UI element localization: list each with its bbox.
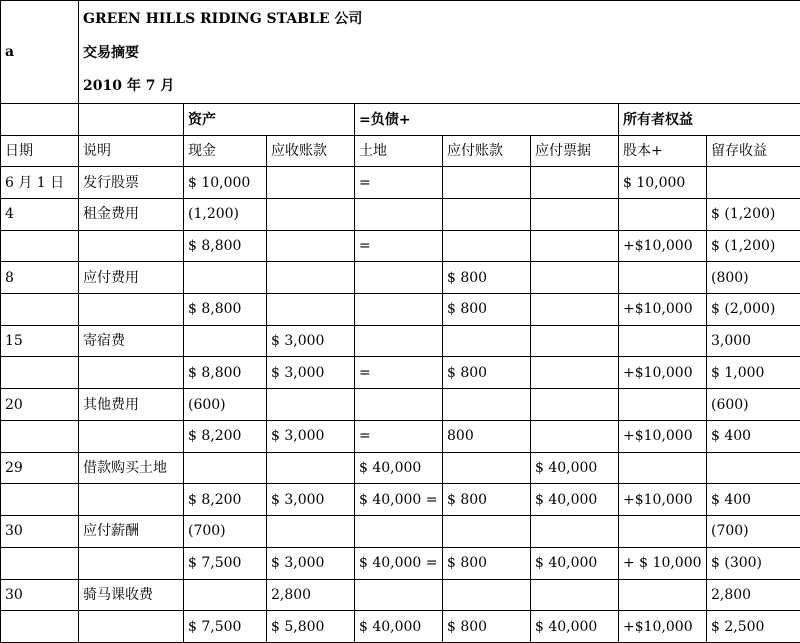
notes-payable-cell (531, 294, 619, 326)
land-column-header: 土地 (355, 135, 443, 166)
table-row (1, 611, 800, 643)
description-cell (79, 484, 184, 516)
land-cell: = (355, 357, 443, 389)
table-row (1, 198, 800, 230)
description-cell: 租金费用 (79, 198, 184, 230)
table-row (1, 167, 800, 199)
land-cell: $ 40,000 (355, 452, 443, 484)
notes-payable-cell (531, 230, 619, 262)
retained-earnings-cell: $ (1,200) (707, 198, 800, 230)
payables-cell (443, 452, 531, 484)
receivables-cell (267, 389, 355, 421)
equity-group-header: 所有者权益 (619, 104, 800, 135)
payables-cell (443, 198, 531, 230)
cash-cell: $ 8,200 (184, 484, 267, 516)
description-column-header: 说明 (79, 135, 184, 166)
date-cell (1, 484, 79, 516)
notes-payable-cell: $ 40,000 (531, 611, 619, 643)
retained-earnings-cell: $ (300) (707, 547, 800, 579)
date-cell (1, 357, 79, 389)
retained-earnings-cell: (800) (707, 262, 800, 294)
cash-column-header: 现金 (184, 135, 267, 166)
receivables-cell: $ 3,000 (267, 325, 355, 357)
stock-cell (619, 262, 707, 294)
stock-cell: +$10,000 (619, 484, 707, 516)
description-cell (79, 420, 184, 452)
notes-payable-cell (531, 516, 619, 548)
stock-cell (619, 579, 707, 611)
payables-cell: $ 800 (443, 547, 531, 579)
report-period: 2010 年 7 月 (83, 77, 175, 94)
company-name: GREEN HILLS RIDING STABLE 公司 (83, 10, 363, 27)
cash-cell (184, 452, 267, 484)
receivables-cell (267, 452, 355, 484)
payables-cell (443, 516, 531, 548)
receivables-cell (267, 262, 355, 294)
description-cell: 寄宿费 (79, 325, 184, 357)
report-subtitle: 交易摘要 (83, 44, 139, 61)
payables-cell (443, 230, 531, 262)
date-cell: 30 (1, 579, 79, 611)
payables-cell: $ 800 (443, 611, 531, 643)
stock-cell: +$10,000 (619, 357, 707, 389)
land-cell: = (355, 420, 443, 452)
payables-cell (443, 579, 531, 611)
group-header-blank (1, 104, 79, 135)
description-cell: 骑马课收费 (79, 579, 184, 611)
stock-cell: +$10,000 (619, 294, 707, 326)
date-cell: 4 (1, 198, 79, 230)
land-cell (355, 389, 443, 421)
land-cell: = (355, 167, 443, 199)
description-cell (79, 294, 184, 326)
table-row (1, 484, 800, 516)
description-cell (79, 547, 184, 579)
receivables-cell (267, 167, 355, 199)
cash-cell: $ 8,200 (184, 420, 267, 452)
notes-payable-cell (531, 262, 619, 294)
stock-column-header: 股本+ (619, 135, 707, 166)
date-cell: 6 月 1 日 (1, 167, 79, 199)
notes-payable-cell (531, 579, 619, 611)
notes-payable-cell (531, 325, 619, 357)
date-cell (1, 547, 79, 579)
notes-payable-cell (531, 167, 619, 199)
receivables-cell: $ 3,000 (267, 547, 355, 579)
retained-earnings-cell: $ 2,500 (707, 611, 800, 643)
receivables-cell: $ 3,000 (267, 357, 355, 389)
payables-column-header: 应付账款 (443, 135, 531, 166)
description-cell: 借款购买土地 (79, 452, 184, 484)
table-row (1, 547, 800, 579)
description-cell: 应付费用 (79, 262, 184, 294)
assets-group-header: 资产 (184, 104, 355, 135)
stock-cell: $ 10,000 (619, 167, 707, 199)
date-cell (1, 611, 79, 643)
payables-cell: $ 800 (443, 294, 531, 326)
notes-payable-cell (531, 420, 619, 452)
cash-cell: $ 8,800 (184, 294, 267, 326)
retained-earnings-cell: $ (2,000) (707, 294, 800, 326)
receivables-cell: $ 5,800 (267, 611, 355, 643)
payables-cell (443, 389, 531, 421)
payables-cell: $ 800 (443, 262, 531, 294)
land-cell (355, 262, 443, 294)
retained-earnings-cell: $ 400 (707, 420, 800, 452)
table-row (1, 389, 800, 421)
receivables-cell (267, 198, 355, 230)
table-row (1, 294, 800, 326)
part-label: a (1, 1, 79, 104)
table-row (1, 420, 800, 452)
table-row (1, 516, 800, 548)
notes-payable-column-header: 应付票据 (531, 135, 619, 166)
table-row (1, 579, 800, 611)
cash-cell: $ 8,800 (184, 357, 267, 389)
payables-cell (443, 167, 531, 199)
notes-payable-cell: $ 40,000 (531, 547, 619, 579)
payables-cell: 800 (443, 420, 531, 452)
receivables-cell (267, 294, 355, 326)
cash-cell: $ 10,000 (184, 167, 267, 199)
cash-cell (184, 262, 267, 294)
land-cell: $ 40,000 (355, 611, 443, 643)
description-cell (79, 230, 184, 262)
retained-earnings-column-header: 留存收益 (707, 135, 800, 166)
date-cell: 8 (1, 262, 79, 294)
date-cell (1, 294, 79, 326)
payables-cell: $ 800 (443, 357, 531, 389)
stock-cell (619, 325, 707, 357)
stock-cell (619, 452, 707, 484)
description-cell: 发行股票 (79, 167, 184, 199)
date-cell: 15 (1, 325, 79, 357)
land-cell (355, 579, 443, 611)
description-cell (79, 611, 184, 643)
table-row (1, 357, 800, 389)
retained-earnings-cell: $ 1,000 (707, 357, 800, 389)
date-column-header: 日期 (1, 135, 79, 166)
stock-cell: +$10,000 (619, 611, 707, 643)
land-cell (355, 516, 443, 548)
notes-payable-cell: $ 40,000 (531, 484, 619, 516)
receivables-cell: $ 3,000 (267, 484, 355, 516)
receivables-cell: $ 3,000 (267, 420, 355, 452)
stock-cell: +$10,000 (619, 230, 707, 262)
payables-cell: $ 800 (443, 484, 531, 516)
description-cell (79, 357, 184, 389)
date-cell (1, 230, 79, 262)
date-cell: 29 (1, 452, 79, 484)
receivables-cell (267, 516, 355, 548)
retained-earnings-cell: $ (1,200) (707, 230, 800, 262)
retained-earnings-cell: (700) (707, 516, 800, 548)
stock-cell: + $ 10,000 (619, 547, 707, 579)
group-header-row (1, 104, 800, 135)
description-cell: 其他费用 (79, 389, 184, 421)
stock-cell (619, 516, 707, 548)
stock-cell (619, 198, 707, 230)
land-cell (355, 325, 443, 357)
receivables-cell: 2,800 (267, 579, 355, 611)
receivables-column-header: 应收账款 (267, 135, 355, 166)
date-cell: 20 (1, 389, 79, 421)
retained-earnings-cell (707, 167, 800, 199)
liabilities-group-header: =负债+ (355, 104, 619, 135)
retained-earnings-cell: (600) (707, 389, 800, 421)
cash-cell: $ 7,500 (184, 547, 267, 579)
cash-cell: $ 8,800 (184, 230, 267, 262)
receivables-cell (267, 230, 355, 262)
table-row (1, 452, 800, 484)
description-cell: 应付薪酬 (79, 516, 184, 548)
group-header-blank (79, 104, 184, 135)
cash-cell: (1,200) (184, 198, 267, 230)
cash-cell (184, 325, 267, 357)
retained-earnings-cell: 2,800 (707, 579, 800, 611)
land-cell (355, 294, 443, 326)
retained-earnings-cell: 3,000 (707, 325, 800, 357)
date-cell: 30 (1, 516, 79, 548)
table-row (1, 230, 800, 262)
report-title-block (79, 1, 800, 104)
notes-payable-cell: $ 40,000 (531, 452, 619, 484)
cash-cell: (600) (184, 389, 267, 421)
land-cell: = (355, 230, 443, 262)
stock-cell (619, 389, 707, 421)
payables-cell (443, 325, 531, 357)
table-row (1, 325, 800, 357)
cash-cell: $ 7,500 (184, 611, 267, 643)
notes-payable-cell (531, 389, 619, 421)
retained-earnings-cell: $ 400 (707, 484, 800, 516)
stock-cell: +$10,000 (619, 420, 707, 452)
cash-cell (184, 579, 267, 611)
notes-payable-cell (531, 357, 619, 389)
column-header-row (1, 135, 800, 166)
cash-cell: (700) (184, 516, 267, 548)
retained-earnings-cell (707, 452, 800, 484)
land-cell (355, 198, 443, 230)
land-cell: $ 40,000 = (355, 484, 443, 516)
notes-payable-cell (531, 198, 619, 230)
land-cell: $ 40,000 = (355, 547, 443, 579)
date-cell (1, 420, 79, 452)
table-row (1, 262, 800, 294)
